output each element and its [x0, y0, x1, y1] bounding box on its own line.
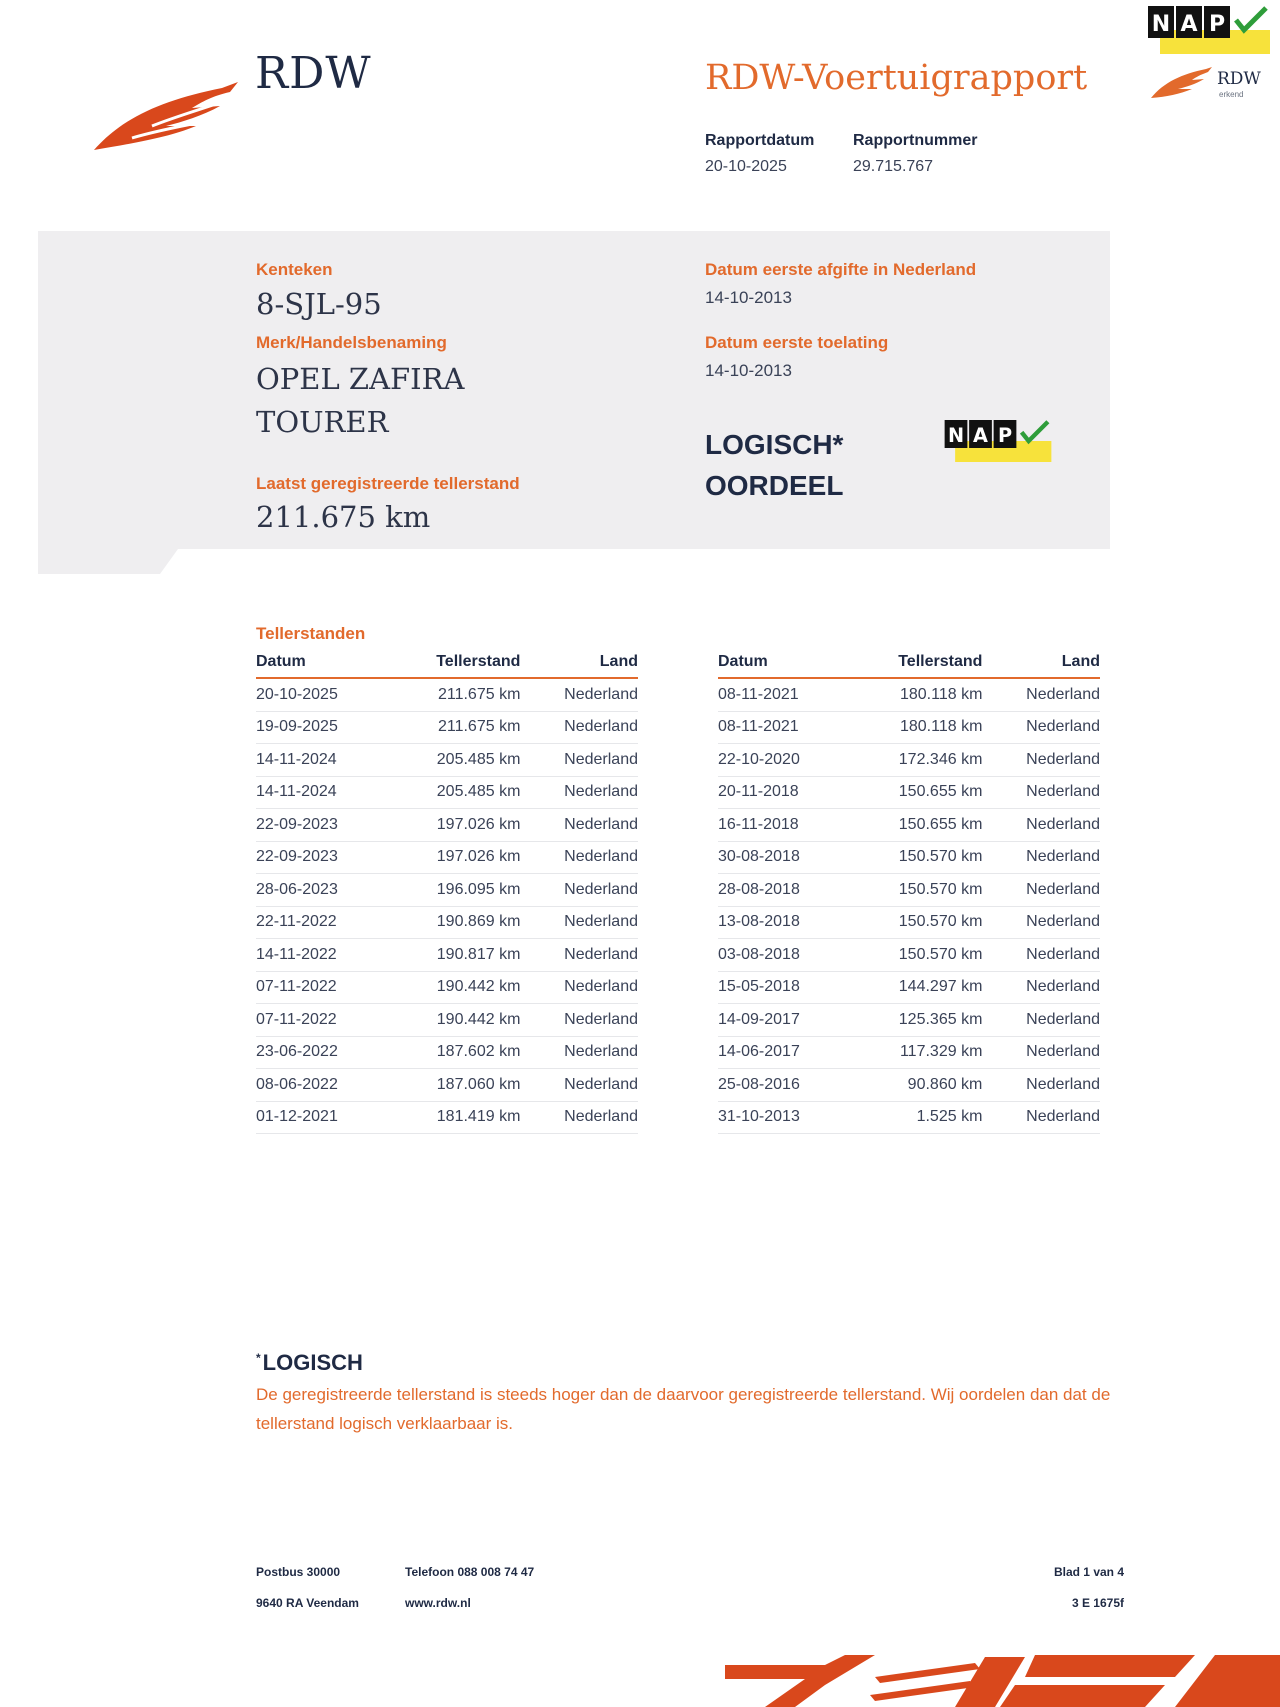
reading-odometer: 180.118 km	[848, 711, 982, 744]
reading-odometer: 180.118 km	[848, 678, 982, 711]
reading-date: 16-11-2018	[718, 809, 848, 842]
reading-odometer: 150.570 km	[848, 874, 982, 907]
reading-odometer: 190.442 km	[386, 971, 520, 1004]
check-icon	[1022, 422, 1048, 441]
readings-table-left	[256, 650, 638, 1134]
footnote-title	[256, 1350, 363, 1376]
reading-date: 15-05-2018	[718, 971, 848, 1004]
reading-country: Nederland	[520, 906, 638, 939]
reading-date: 25-08-2016	[718, 1069, 848, 1102]
reading-odometer: 150.570 km	[848, 841, 982, 874]
rdw-wing-small-icon	[1150, 66, 1212, 100]
report-date: 20-10-2025	[705, 158, 787, 175]
reading-country: Nederland	[982, 1069, 1100, 1102]
reading-odometer: 197.026 km	[386, 841, 520, 874]
reading-date: 22-09-2023	[256, 841, 386, 874]
table-row	[718, 841, 1100, 874]
reading-odometer: 190.869 km	[386, 906, 520, 939]
brand-name: RDW	[255, 48, 372, 99]
reading-date: 28-08-2018	[718, 874, 848, 907]
rdw-wing-logo	[92, 78, 242, 154]
reading-country: Nederland	[982, 678, 1100, 711]
reading-country: Nederland	[982, 906, 1100, 939]
reading-date: 31-10-2013	[718, 1101, 848, 1134]
reading-odometer: 117.329 km	[848, 1036, 982, 1069]
reading-date: 08-06-2022	[256, 1069, 386, 1102]
footnote-text: De geregistreerde tellerstand is steeds hoger dan de daarvoor geregistreerde tellerstand. Wij oordelen dan dat de tellerstand logisch verklaarbaar is.	[256, 1385, 1111, 1433]
table-row	[256, 939, 638, 972]
rdw-erkend-logo	[1150, 66, 1270, 102]
table-row	[256, 874, 638, 907]
make-line1: OPEL ZAFIRA	[256, 362, 465, 396]
nap-letter-n: N	[947, 423, 965, 447]
table-row	[256, 711, 638, 744]
verdict-line2: OORDEEL	[705, 470, 844, 501]
reading-date: 14-11-2024	[256, 744, 386, 777]
reading-date: 19-09-2025	[256, 711, 386, 744]
reading-country: Nederland	[982, 841, 1100, 874]
verdict	[705, 424, 843, 506]
reading-odometer: 181.419 km	[386, 1101, 520, 1134]
reading-country: Nederland	[982, 711, 1100, 744]
reading-country: Nederland	[982, 874, 1100, 907]
reading-country: Nederland	[520, 678, 638, 711]
erkend-text: erkend	[1219, 90, 1244, 99]
reading-country: Nederland	[520, 1069, 638, 1102]
reading-date: 08-11-2021	[718, 711, 848, 744]
reading-date: 20-10-2025	[256, 678, 386, 711]
reading-odometer: 150.570 km	[848, 939, 982, 972]
reading-odometer: 150.655 km	[848, 776, 982, 809]
reading-date: 23-06-2022	[256, 1036, 386, 1069]
table-row	[256, 1036, 638, 1069]
table-row	[256, 1069, 638, 1102]
reading-country: Nederland	[520, 776, 638, 809]
reading-date: 20-11-2018	[718, 776, 848, 809]
reading-odometer: 197.026 km	[386, 809, 520, 842]
reading-date: 07-11-2022	[256, 1004, 386, 1037]
col-odometer: Tellerstand	[848, 650, 982, 678]
nap-letter-p: P	[1208, 12, 1226, 37]
table-row	[718, 971, 1100, 1004]
report-title: RDW-Voertuigrapport	[705, 58, 1088, 98]
col-country: Land	[982, 650, 1100, 678]
erkend-brand: RDW	[1217, 69, 1261, 89]
reading-date: 08-11-2021	[718, 678, 848, 711]
footer-document-code: 3 E 1675f	[1071, 1596, 1124, 1610]
reading-odometer: 1.525 km	[848, 1101, 982, 1134]
reading-odometer: 172.346 km	[848, 744, 982, 777]
reading-country: Nederland	[520, 1036, 638, 1069]
table-row	[256, 841, 638, 874]
table-row	[718, 906, 1100, 939]
table-row	[718, 776, 1100, 809]
reading-date: 13-08-2018	[718, 906, 848, 939]
make-line2: TOURER	[256, 405, 389, 439]
readings-title: Tellerstanden	[256, 624, 366, 643]
table-row	[256, 776, 638, 809]
footnote-mark: *	[256, 1351, 261, 1365]
footer-address-line2: 9640 RA Veendam	[256, 1596, 359, 1610]
reading-country: Nederland	[520, 971, 638, 1004]
first-issue-nl-label: Datum eerste afgifte in Nederland	[705, 260, 977, 279]
reading-date: 30-08-2018	[718, 841, 848, 874]
reading-country: Nederland	[520, 874, 638, 907]
first-admission-label: Datum eerste toelating	[705, 333, 889, 352]
reading-country: Nederland	[520, 939, 638, 972]
odometer-value: 211.675 km	[256, 500, 431, 534]
check-icon	[1236, 8, 1266, 30]
reading-odometer: 150.655 km	[848, 809, 982, 842]
reading-odometer: 90.860 km	[848, 1069, 982, 1102]
col-date: Datum	[256, 650, 386, 678]
reading-odometer: 205.485 km	[386, 744, 520, 777]
reading-odometer: 187.060 km	[386, 1069, 520, 1102]
odometer-label: Laatst geregistreerde tellerstand	[256, 474, 520, 493]
nap-letter-a: A	[973, 423, 988, 447]
reading-country: Nederland	[982, 971, 1100, 1004]
reading-odometer: 144.297 km	[848, 971, 982, 1004]
reading-odometer: 125.365 km	[848, 1004, 982, 1037]
reading-date: 22-11-2022	[256, 906, 386, 939]
reading-odometer: 211.675 km	[386, 678, 520, 711]
reading-odometer: 187.602 km	[386, 1036, 520, 1069]
reading-odometer: 190.817 km	[386, 939, 520, 972]
table-row	[718, 1004, 1100, 1037]
readings-table-right	[718, 650, 1100, 1134]
plate-value: 8-SJL-95	[256, 287, 382, 321]
reading-date: 14-11-2022	[256, 939, 386, 972]
table-row	[718, 1069, 1100, 1102]
reading-date: 14-06-2017	[718, 1036, 848, 1069]
footer-page-number: Blad 1 van 4	[1053, 1565, 1124, 1579]
first-admission-value: 14-10-2013	[705, 361, 792, 380]
reading-country: Nederland	[520, 1101, 638, 1134]
table-row	[718, 744, 1100, 777]
table-row	[256, 971, 638, 1004]
report-number-label: Rapportnummer	[853, 132, 978, 149]
reading-date: 14-09-2017	[718, 1004, 848, 1037]
table-row	[718, 939, 1100, 972]
col-date: Datum	[718, 650, 848, 678]
table-row	[256, 809, 638, 842]
nap-letter-n: N	[1151, 12, 1171, 37]
reading-country: Nederland	[982, 809, 1100, 842]
table-row	[256, 744, 638, 777]
table-row	[718, 711, 1100, 744]
table-row	[256, 1004, 638, 1037]
reading-odometer: 196.095 km	[386, 874, 520, 907]
report-number: 29.715.767	[853, 158, 934, 175]
table-row	[718, 1036, 1100, 1069]
footer-phone: Telefoon 088 008 74 47	[405, 1565, 535, 1579]
reading-country: Nederland	[520, 809, 638, 842]
reading-country: Nederland	[520, 1004, 638, 1037]
col-odometer: Tellerstand	[386, 650, 520, 678]
reading-date: 01-12-2021	[256, 1101, 386, 1134]
plate-label: Kenteken	[256, 260, 333, 279]
reading-country: Nederland	[982, 1036, 1100, 1069]
reading-odometer: 205.485 km	[386, 776, 520, 809]
col-country: Land	[520, 650, 638, 678]
footer-website[interactable]: www.rdw.nl	[405, 1596, 471, 1610]
reading-date: 07-11-2022	[256, 971, 386, 1004]
table-row	[256, 1101, 638, 1134]
table-row	[718, 809, 1100, 842]
reading-country: Nederland	[982, 939, 1100, 972]
reading-country: Nederland	[982, 1004, 1100, 1037]
nap-letter-a: A	[1180, 12, 1198, 37]
first-issue-nl-value: 14-10-2013	[705, 288, 792, 307]
reading-country: Nederland	[520, 841, 638, 874]
report-date-label: Rapportdatum	[705, 132, 815, 149]
verdict-line1: LOGISCH*	[705, 429, 844, 460]
table-row	[718, 874, 1100, 907]
table-row	[256, 906, 638, 939]
nap-badge	[1148, 6, 1270, 54]
footer-address-line1: Postbus 30000	[256, 1565, 341, 1579]
table-row	[256, 678, 638, 711]
nap-letter-p: P	[997, 423, 1013, 447]
reading-date: 22-10-2020	[718, 744, 848, 777]
reading-date: 22-09-2023	[256, 809, 386, 842]
vehicle-summary-panel	[38, 231, 1110, 574]
reading-country: Nederland	[982, 1101, 1100, 1134]
reading-country: Nederland	[982, 744, 1100, 777]
reading-date: 03-08-2018	[718, 939, 848, 972]
reading-date: 28-06-2023	[256, 874, 386, 907]
reading-date: 14-11-2024	[256, 776, 386, 809]
decorative-stripes	[725, 1655, 1280, 1707]
make-label: Merk/Handelsbenaming	[256, 333, 447, 352]
table-row	[718, 1101, 1100, 1134]
reading-odometer: 211.675 km	[386, 711, 520, 744]
reading-country: Nederland	[520, 711, 638, 744]
reading-odometer: 150.570 km	[848, 906, 982, 939]
table-row	[718, 678, 1100, 711]
nap-badge-verdict	[944, 420, 1052, 462]
reading-country: Nederland	[982, 776, 1100, 809]
reading-odometer: 190.442 km	[386, 1004, 520, 1037]
reading-country: Nederland	[520, 744, 638, 777]
footnote-heading: LOGISCH	[262, 1350, 363, 1375]
